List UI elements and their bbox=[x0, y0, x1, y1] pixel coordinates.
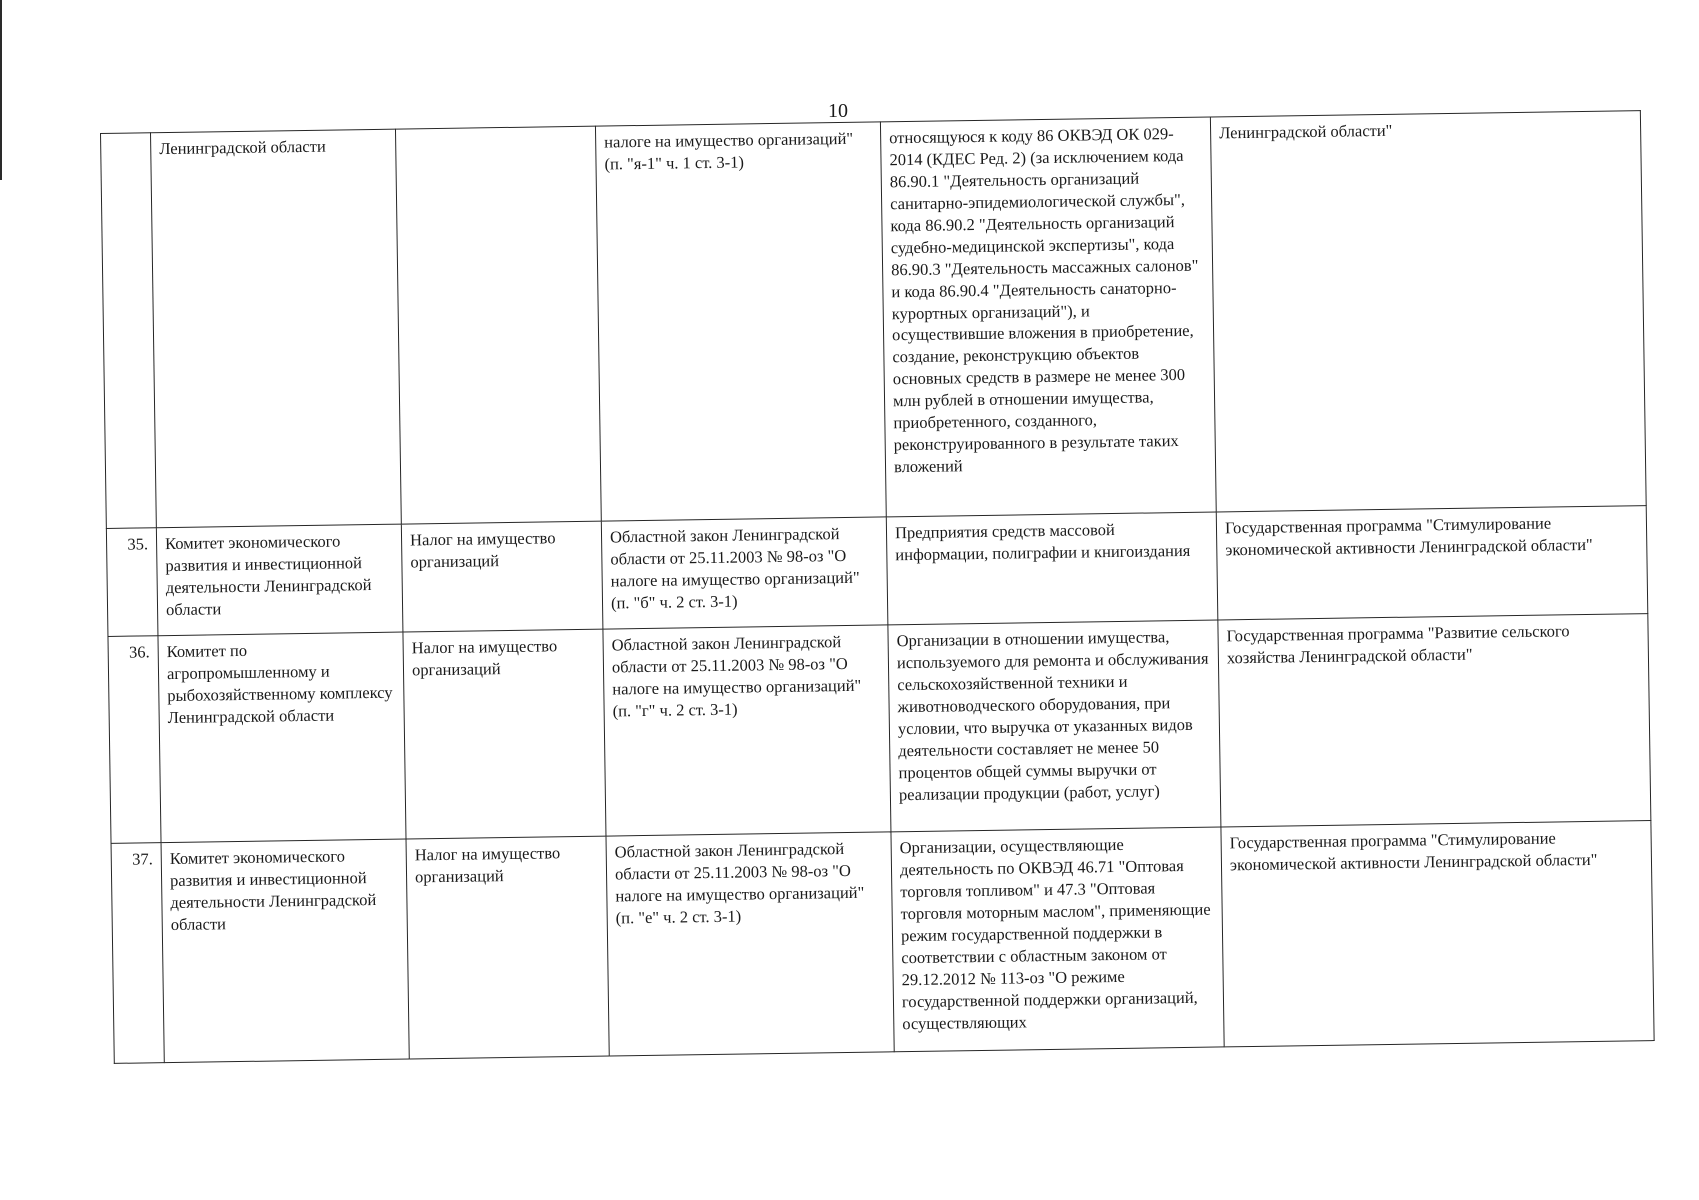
cell-number: 36. bbox=[108, 636, 161, 844]
cell-category: относящуюся к коду 86 ОКВЭД ОК 029-2014 (КДЕС Ред. 2) (за исключением кода 86.90.1 "Деятельность организаций санитарно-эпидемиологической службы", кода 86.90.2 "Деятельность организаций судебно-медицинской экспертизы", кода 86.90.3 "Деятельность массажных салонов" и кода 86.90.4 "Деятельность санаторно-курортных организаций"), и осуществившие вложения в приобретение, создание, реконструкцию объектов основных средств в размере не менее 300 млн рублей в отношении имущества, приобретенного, созданного, реконструированного в результате таких вложений bbox=[880, 117, 1216, 517]
table-row bbox=[108, 614, 1651, 844]
cell-tax bbox=[395, 126, 601, 524]
cell-law: Областной закон Ленинградской области от 25.11.2003 № 98-оз "О налоге на имущество организаций" (п. "б" ч. 2 ст. 3-1) bbox=[601, 517, 888, 629]
table-row bbox=[111, 821, 1654, 1064]
cell-program: Государственная программа "Развитие сельского хозяйства Ленинградской области" bbox=[1218, 614, 1651, 827]
cell-category: Организации, осуществляющие деятельность по ОКВЭД 46.71 "Оптовая торговля топливом" и 47.3 "Оптовая торговля моторным маслом", применяющие режим государственной поддержки в соответствии с областным законом от 29.12.2012 № 113-оз "О режиме государственной поддержки организаций, осуществляющих bbox=[891, 827, 1224, 1052]
cell-tax: Налог на имущество организаций bbox=[406, 836, 609, 1059]
cell-category: Предприятия средств массовой информации, полиграфии и книгоиздания bbox=[886, 512, 1218, 625]
cell-law: налоге на имущество организаций" (п. "я-1" ч. 1 ст. 3-1) bbox=[595, 122, 886, 521]
table-row-continuation bbox=[101, 111, 1647, 529]
tax-benefits-table bbox=[100, 110, 1655, 1064]
cell-program: Государственная программа "Стимулирование экономической активности Ленинградской области" bbox=[1221, 821, 1654, 1047]
cell-curator: Комитет экономического развития и инвестиционной деятельности Ленинградской области bbox=[161, 839, 409, 1063]
cell-number: 35. bbox=[106, 528, 158, 637]
cell-law: Областной закон Ленинградской области от 25.11.2003 № 98-оз "О налоге на имущество организаций" (п. "г" ч. 2 ст. 3-1) bbox=[603, 625, 891, 836]
cell-tax: Налог на имущество организаций bbox=[403, 629, 606, 839]
cell-program: Ленинградской области" bbox=[1210, 111, 1646, 512]
cell-law: Областной закон Ленинградской области от 25.11.2003 № 98-оз "О налоге на имущество организаций" (п. "е" ч. 2 ст. 3-1) bbox=[606, 832, 894, 1056]
page-number: 10 bbox=[828, 100, 848, 122]
benefits-table-sheet bbox=[100, 110, 1655, 1170]
cell-curator: Ленинградской области bbox=[151, 129, 402, 528]
cell-category: Организации в отношении имущества, используемого для ремонта и обслуживания сельскохозяйственной техники и животноводческого оборудования, при условии, что выручка от указанных видов деятельности составляет не менее 50 процентов общей суммы выручки от реализации продукции (работ, услуг) bbox=[888, 620, 1221, 832]
cell-tax: Налог на имущество организаций bbox=[401, 521, 603, 632]
cell-curator: Комитет экономического развития и инвестиционной деятельности Ленинградской области bbox=[156, 524, 403, 636]
cell-number bbox=[101, 133, 157, 529]
cell-number: 37. bbox=[111, 843, 164, 1064]
cell-curator: Комитет по агропромышленному и рыбохозяйственному комплексу Ленинградской области bbox=[158, 632, 406, 843]
cell-program: Государственная программа "Стимулирование экономической активности Ленинградской области" bbox=[1216, 506, 1648, 620]
scan-edge-line bbox=[0, 0, 2, 180]
